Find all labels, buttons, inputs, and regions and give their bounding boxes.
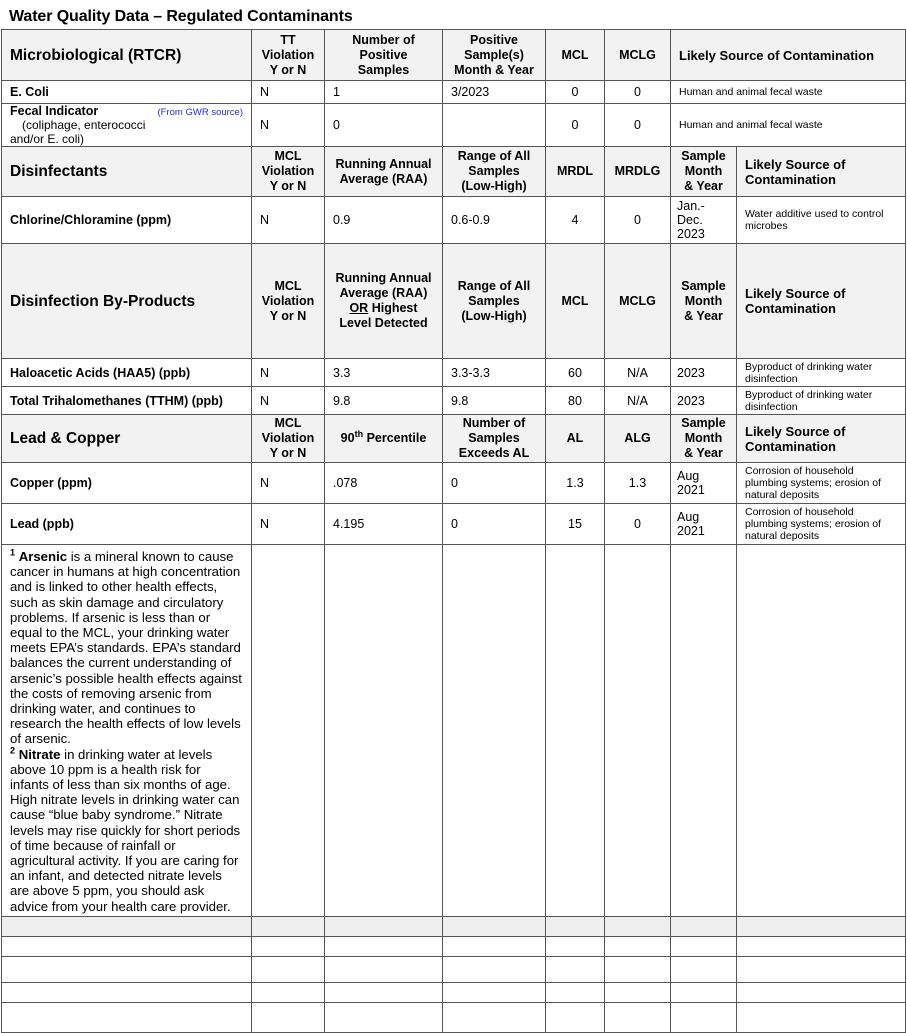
disinfectants-header-row xyxy=(2,147,906,197)
row-mcl: 0 xyxy=(546,104,605,147)
row-mclg: N/A xyxy=(605,359,671,387)
row-date: 2023 xyxy=(671,387,737,415)
arsenic-text: is a mineral known to cause cancer in humans at high concentration and is linked to other health effects, such as skin damage and circulatory problems. If arsenic is less than or equal to the MCL, your drinking water meets EPA’s standards. EPA’s standard balances the current understanding of arsenic’s possible health effects against the costs of removing arsenic from drinking water, and continues to research the health effects of low levels of arsenic. xyxy=(10,549,242,747)
lead-header-row xyxy=(2,415,906,463)
row-exceeds: 0 xyxy=(443,463,546,504)
dbp-col-source: Likely Source of Contamination xyxy=(737,244,906,359)
nitrate-note xyxy=(10,747,243,914)
row-exceeds: 0 xyxy=(443,504,546,545)
micro-col-violation: TT Violation Y or N xyxy=(252,30,325,81)
dbp-col-raa-label: Running Annual Average (RAA) xyxy=(335,271,432,300)
dis-col-mrdl: MRDL xyxy=(546,147,605,197)
row-violation: N xyxy=(252,197,325,244)
row-mclg: 0 xyxy=(605,81,671,104)
empty-cell xyxy=(605,545,671,917)
row-source: Water additive used to control microbes xyxy=(737,197,906,244)
empty-row xyxy=(2,936,906,956)
lead-col-th: th xyxy=(354,428,364,439)
row-mcl: 0 xyxy=(546,81,605,104)
row-note: (From GWR source) xyxy=(157,107,243,118)
empty-cell xyxy=(443,545,546,917)
row-violation: N xyxy=(252,387,325,415)
row-raa: 3.3 xyxy=(325,359,443,387)
row-date: Aug 2021 xyxy=(671,504,737,545)
lead-section-title: Lead & Copper xyxy=(2,415,252,463)
dbp-col-mclg: MCLG xyxy=(605,244,671,359)
row-date: 2023 xyxy=(671,359,737,387)
row-mclg: N/A xyxy=(605,387,671,415)
lead-col-alg: ALG xyxy=(605,415,671,463)
empty-cell xyxy=(325,545,443,917)
table-row xyxy=(2,197,906,244)
micro-col-mcl: MCL xyxy=(546,30,605,81)
empty-row xyxy=(2,916,906,936)
dis-col-raa: Running Annual Average (RAA) xyxy=(325,147,443,197)
row-violation: N xyxy=(252,359,325,387)
dbp-col-raa xyxy=(325,244,443,359)
contaminants-table xyxy=(1,29,906,1033)
dis-col-violation: MCL Violation Y or N xyxy=(252,147,325,197)
row-month xyxy=(443,104,546,147)
dis-col-mrdlg: MRDLG xyxy=(605,147,671,197)
row-percentile: 4.195 xyxy=(325,504,443,545)
lead-col-percentile-label: Percentile xyxy=(366,431,427,445)
lead-col-exceeds: Number of Samples Exceeds AL xyxy=(443,415,546,463)
empty-row xyxy=(2,982,906,1002)
row-source: Byproduct of drinking water disinfection xyxy=(737,387,906,415)
dbp-col-date: Sample Month & Year xyxy=(671,244,737,359)
empty-cell xyxy=(252,545,325,917)
table-row xyxy=(2,387,906,415)
dis-col-source: Likely Source of Contamination xyxy=(737,147,906,197)
lead-col-source: Likely Source of Contamination xyxy=(737,415,906,463)
row-alg: 0 xyxy=(605,504,671,545)
micro-section-title: Microbiological (RTCR) xyxy=(2,30,252,81)
row-date: Jan.- Dec. 2023 xyxy=(671,197,737,244)
nitrate-term: Nitrate xyxy=(18,746,61,762)
row-name: Total Trihalomethanes (TTHM) (ppb) xyxy=(2,387,252,415)
dbp-col-range: Range of All Samples (Low-High) xyxy=(443,244,546,359)
arsenic-term: Arsenic xyxy=(18,549,68,564)
nitrate-note-number: 2 xyxy=(10,745,16,756)
row-name: E. Coli xyxy=(2,81,252,104)
dis-col-date: Sample Month & Year xyxy=(671,147,737,197)
dbp-col-or: OR xyxy=(349,301,369,315)
dbp-col-highest: Highest Level Detected xyxy=(339,301,428,330)
row-alg: 1.3 xyxy=(605,463,671,504)
row-source: Human and animal fecal waste xyxy=(671,81,906,104)
row-month: 3/2023 xyxy=(443,81,546,104)
row-mcl: 60 xyxy=(546,359,605,387)
empty-cell xyxy=(546,545,605,917)
dbp-col-violation: MCL Violation Y or N xyxy=(252,244,325,359)
row-positive: 1 xyxy=(325,81,443,104)
row-raa: 9.8 xyxy=(325,387,443,415)
dbp-col-mcl: MCL xyxy=(546,244,605,359)
row-mclg: 0 xyxy=(605,104,671,147)
micro-col-positive: Number of Positive Samples xyxy=(325,30,443,81)
row-name-cell xyxy=(2,104,252,147)
row-mrdlg: 0 xyxy=(605,197,671,244)
page-title: Water Quality Data – Regulated Contaminants xyxy=(9,8,353,25)
table-row xyxy=(2,104,906,147)
row-violation: N xyxy=(252,104,325,147)
row-mrdl: 4 xyxy=(546,197,605,244)
row-raa: 0.9 xyxy=(325,197,443,244)
table-row xyxy=(2,504,906,545)
row-range: 0.6-0.9 xyxy=(443,197,546,244)
lead-col-date: Sample Month & Year xyxy=(671,415,737,463)
row-source: Human and animal fecal waste xyxy=(671,104,906,147)
dis-col-range: Range of All Samples (Low-High) xyxy=(443,147,546,197)
disinfectants-section-title: Disinfectants xyxy=(2,147,252,197)
empty-row xyxy=(2,956,906,982)
lead-col-90: 90 xyxy=(340,431,355,445)
row-al: 1.3 xyxy=(546,463,605,504)
arsenic-note xyxy=(10,549,243,747)
empty-cell xyxy=(671,545,737,917)
row-violation: N xyxy=(252,463,325,504)
empty-cell xyxy=(737,545,906,917)
lead-col-violation: MCL Violation Y or N xyxy=(252,415,325,463)
row-al: 15 xyxy=(546,504,605,545)
row-subtitle: (coliphage, enterococci and/or E. coli) xyxy=(10,118,146,146)
row-mcl: 80 xyxy=(546,387,605,415)
table-row xyxy=(2,463,906,504)
empty-row xyxy=(2,1002,906,1032)
row-percentile: .078 xyxy=(325,463,443,504)
micro-col-source: Likely Source of Contamination xyxy=(671,30,906,81)
row-positive: 0 xyxy=(325,104,443,147)
row-source: Corrosion of household plumbing systems; erosion of natural deposits xyxy=(737,504,906,545)
lead-col-percentile xyxy=(325,415,443,463)
notes-row xyxy=(2,545,906,917)
row-range: 9.8 xyxy=(443,387,546,415)
table-row xyxy=(2,359,906,387)
dbp-section-title: Disinfection By-Products xyxy=(2,244,252,359)
row-name: Chlorine/Chloramine (ppm) xyxy=(2,197,252,244)
row-name: Haloacetic Acids (HAA5) (ppb) xyxy=(2,359,252,387)
dbp-header-row xyxy=(2,244,906,359)
lead-col-al: AL xyxy=(546,415,605,463)
micro-col-month: Positive Sample(s) Month & Year xyxy=(443,30,546,81)
arsenic-note-number: 1 xyxy=(10,547,16,558)
row-violation: N xyxy=(252,81,325,104)
nitrate-text: in drinking water at levels above 10 ppm is a health risk for infants of less than six months of age. High nitrate levels in drinking water can cause “blue baby syndrome.” Nitrate levels may rise quickly for short periods of time because of rainfall or agricultural activity. If you are caring for an infant, and detected nitrate levels are above 5 ppm, you should ask advice from your health care provider. xyxy=(10,746,241,914)
row-name: Fecal Indicator xyxy=(10,104,99,118)
footnotes xyxy=(2,545,252,917)
table-row xyxy=(2,81,906,104)
row-range: 3.3-3.3 xyxy=(443,359,546,387)
row-date: Aug 2021 xyxy=(671,463,737,504)
row-source: Byproduct of drinking water disinfection xyxy=(737,359,906,387)
row-violation: N xyxy=(252,504,325,545)
micro-col-mclg: MCLG xyxy=(605,30,671,81)
row-source: Corrosion of household plumbing systems; erosion of natural deposits xyxy=(737,463,906,504)
micro-header-row xyxy=(2,30,906,81)
row-name: Copper (ppm) xyxy=(2,463,252,504)
row-name: Lead (ppb) xyxy=(2,504,252,545)
